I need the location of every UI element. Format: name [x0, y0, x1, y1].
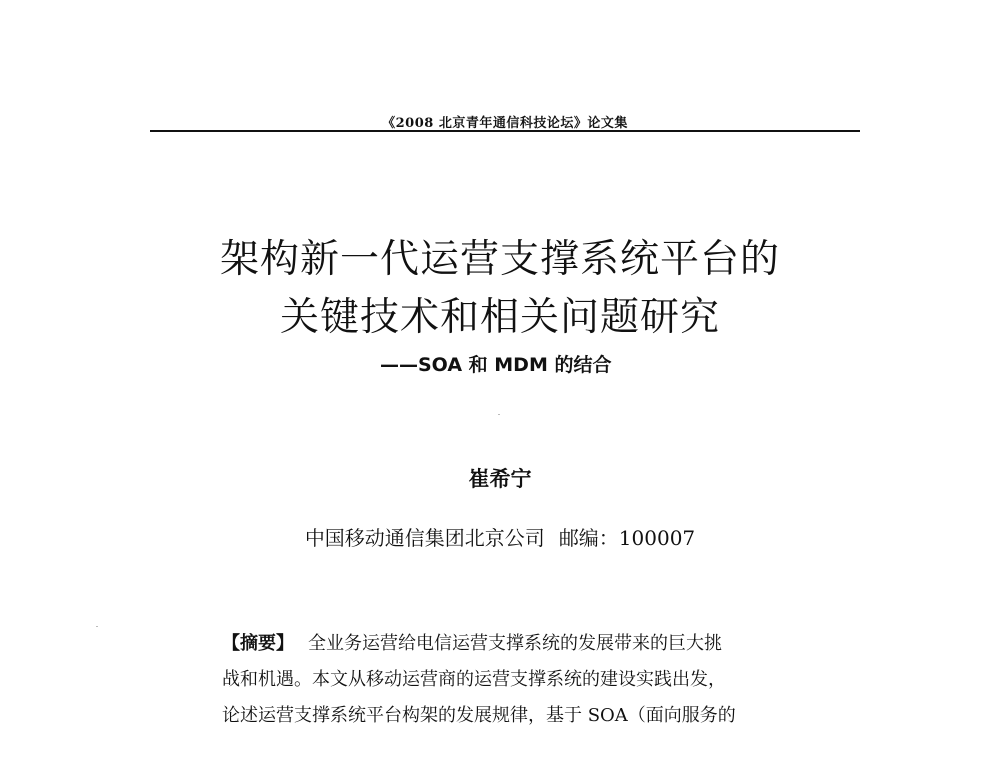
- paper-title-line-1: 架构新一代运营支撑系统平台的: [219, 237, 780, 282]
- paper-title-line-2: 关键技术和相关问题研究: [279, 295, 720, 340]
- abstract: [222, 626, 782, 734]
- abstract-line: [222, 626, 782, 662]
- scan-speck: [96, 626, 98, 627]
- abstract-text: 全业务运营给电信运营支撑系统的发展带来的巨大挑: [308, 633, 722, 654]
- header-rule: [150, 130, 860, 132]
- author-name: 崔希宁: [468, 467, 532, 491]
- paper-subtitle: ——SOA 和 MDM 的结合: [380, 354, 612, 376]
- running-header: 《2008 北京青年通信科技论坛》论文集: [382, 116, 628, 131]
- author-affiliation: [0, 522, 1000, 551]
- abstract-line: 论述运营支撑系统平台构架的发展规律，基于 SOA（面向服务的: [222, 705, 736, 726]
- affiliation-postcode: 邮编：100007: [558, 526, 696, 550]
- abstract-label: 【摘要】: [222, 633, 294, 654]
- abstract-line: 战和机遇。本文从移动运营商的运营支撑系统的建设实践出发，: [222, 669, 726, 690]
- affiliation-org: 中国移动通信集团北京公司: [304, 526, 545, 550]
- scan-speck: [498, 414, 500, 415]
